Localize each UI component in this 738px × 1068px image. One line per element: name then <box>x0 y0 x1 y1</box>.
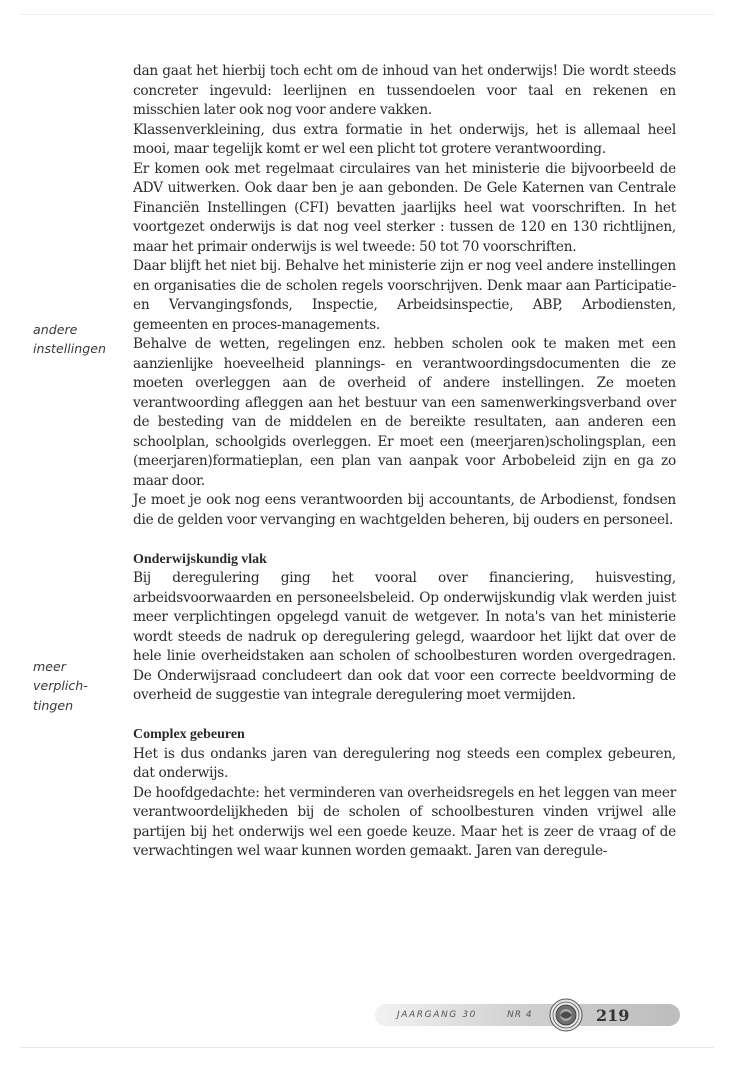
paragraph-klassenverkleining: Klassenverkleining, dus extra formatie in het onderwijs, het is allemaal heel mooi, maar tegelijk komt er wel een plicht tot grotere verantwoording. <box>133 121 676 157</box>
paragraph-verantwoorden: Je moet je ook nog eens verantwoorden bij accountants, de Arbodienst, fondsen die de gelden voor vervanging en wachtgelden beheren, bij ouders en personeel. <box>133 492 676 528</box>
paragraph-documenten: Behalve de wetten, regelingen enz. hebben scholen ook te maken met een aanzienlijke hoeveelheid plannings- en verantwoordingsdocumenten die ze moeten overleggen aan de overheid of andere instellingen. Ze moeten verantwoording afleggen aan het bestuur van een samenwerkingsverband over de besteding van de middelen en de bereikte resultaten, aan anderen een schoolplan, schoolgids overleggen. Er moet een (meerjaren)scholingsplan, een (meerjaren)formatieplan, een plan van aanpak voor Arbobeleid zijn en ga zo maar door. <box>133 336 676 489</box>
paragraph-deregulering: Bij deregulering ging het vooral over financiering, huisvesting, arbeidsvoorwaarden en personeelsbeleid. Op onderwijskundig vlak werden juist meer verplichtingen opgelegd vanuit de wetgever. In nota's van het ministerie wordt steeds de nadruk op deregulering gelegd, waardoor het lijkt dat over de hele linie overheidstaken aan scholen of schoolbesturen worden overgedragen. De Onderwijsraad concludeert dan ook dat voor een correcte beeldvorming de overheid de suggestie van integrale deregulering moet vermijden. <box>133 570 676 703</box>
sidenote-line: instellingen <box>33 341 106 357</box>
footer-jaargang: JAARGANG 30 <box>397 1010 477 1020</box>
journal-emblem-icon <box>549 998 583 1032</box>
sidenote-andere-instellingen <box>33 320 125 359</box>
heading-complex-gebeuren: Complex gebeuren <box>133 727 245 742</box>
paragraph-instellingen: Daar blijft het niet bij. Behalve het ministerie zijn er nog veel andere instellingen en organisaties die de scholen regels voorschrijven. Denk maar aan Participatie- en Vervangingsfonds, Inspectie, Arbeidsinspectie, ABP, Arbodiensten, gemeenten en proces-managements. <box>133 258 676 333</box>
sidenote-line: andere <box>33 322 78 337</box>
sidenote-line: meer <box>33 659 66 674</box>
paragraph-complex: Het is dus ondanks jaren van deregulering nog steeds een complex gebeuren, dat onderwijs. <box>133 745 676 781</box>
footer-issue-number: NR 4 <box>507 1010 533 1020</box>
sidenote-line: verplich- <box>33 678 88 694</box>
bottom-rule <box>20 1047 714 1048</box>
section-gap <box>133 530 676 550</box>
heading-onderwijskundig-vlak: Onderwijskundig vlak <box>133 551 267 567</box>
paragraph-hoofdgedachte: De hoofdgedachte: het verminderen van overheidsregels en het leggen van meer verantwoordelijkheden bij de scholen of schoolbesturen vinden vrijwel alle partijen bij het onderwijs wel een goede keuze. Maar het is zeer de vraag of de verwachtingen wel waar kunnen worden gemaakt. Jaren van deregule- <box>133 784 676 859</box>
article-body <box>133 62 676 862</box>
sidenote-meer-verplichtingen <box>33 657 125 715</box>
top-rule <box>20 14 714 15</box>
sidenote-line: tingen <box>33 697 74 713</box>
page-number: 219 <box>596 1006 630 1025</box>
paragraph-circulaires: Er komen ook met regelmaat circulaires van het ministerie die bijvoorbeeld de ADV uitwerken. Ook daar ben je aan gebonden. De Gele Katernen van Centrale Financiën Instellingen (CFI) bevatten jaarlijks heel wat voorschriften. In het voortgezet onderwijs is dat nog veel sterker : tussen de 120 en 130 richtlijnen, maar het primair onderwijs is wel tweede: 50 tot 70 voorschriften. <box>133 160 676 255</box>
page-footer <box>375 998 680 1034</box>
paragraph-intro: dan gaat het hierbij toch echt om de inhoud van het onderwijs! Die wordt steeds concreter ingevuld: leerlijnen en tussendoelen voor taal en rekenen en misschien later ook nog voor andere vakken. <box>133 63 676 118</box>
section-gap <box>133 706 676 726</box>
